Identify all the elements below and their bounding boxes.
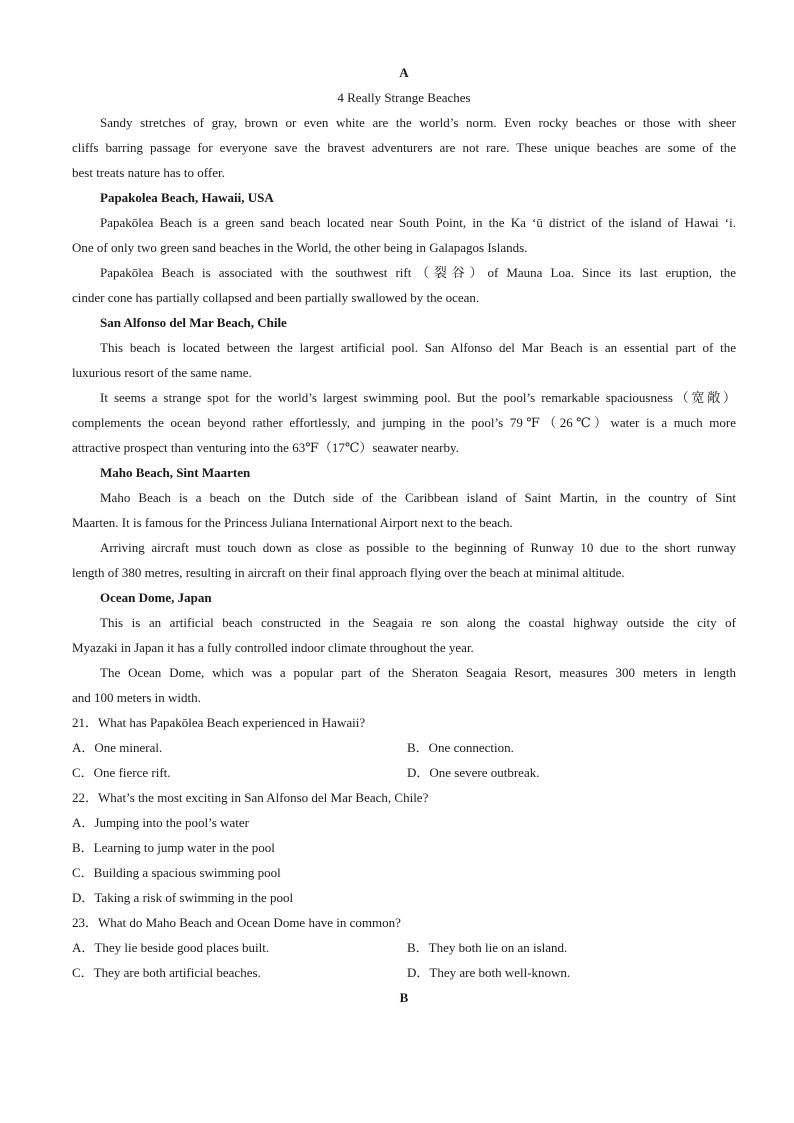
intro-line: Sandy stretches of gray, brown or even white are the world’s norm. Even rocky beaches or those with sheer [100, 115, 736, 130]
option-a[interactable]: A．Jumping into the pool’s water [72, 815, 249, 830]
beach-text-line: Maarten. It is famous for the Princess Juliana International Airport next to the beach. [72, 515, 513, 530]
option-c[interactable]: C．Building a spacious swimming pool [72, 865, 281, 880]
beach-text-line: Arriving aircraft must touch down as close as possible to the beginning of Runway 10 due to the short runway [100, 540, 736, 555]
option-b[interactable]: B．They both lie on an island. [407, 940, 568, 955]
question-stem: 22．What’s the most exciting in San Alfonso del Mar Beach, Chile? [72, 790, 429, 805]
option-d[interactable]: D．They are both well-known. [407, 965, 571, 980]
beach-heading: San Alfonso del Mar Beach, Chile [100, 315, 287, 330]
section-letter-a: A [399, 65, 409, 80]
beach-text-line: This beach is located between the largest artificial pool. San Alfonso del Mar Beach is an essential part of the [100, 340, 736, 355]
beach-text-line: length of 380 metres, resulting in aircraft on their final approach flying over the beach at minimal altitude. [72, 565, 625, 580]
beach-heading: Maho Beach, Sint Maarten [100, 465, 251, 480]
beach-text-line: This is an artificial beach constructed in the Seagaia re son along the coastal highway outside the city of [100, 615, 736, 630]
option-row [72, 960, 736, 985]
option-c[interactable]: C．One fierce rift. [72, 765, 171, 780]
option-b[interactable]: B．Learning to jump water in the pool [72, 840, 275, 855]
beach-heading: Papakolea Beach, Hawaii, USA [100, 190, 274, 205]
intro-line: best treats nature has to offer. [72, 165, 225, 180]
option-d[interactable]: D．Taking a risk of swimming in the pool [72, 890, 294, 905]
question-stem: 23．What do Maho Beach and Ocean Dome have in common? [72, 915, 401, 930]
beach-text-line: One of only two green sand beaches in the World, the other being in Galapagos Islands. [72, 240, 528, 255]
option-row [72, 760, 736, 785]
beach-text-line: Papakōlea Beach is associated with the southwest rift（裂谷）of Mauna Loa. Since its last eruption, the [100, 265, 736, 280]
document-page [72, 60, 736, 1010]
option-b[interactable]: B．One connection. [407, 740, 514, 755]
beach-text-line: complements the ocean beyond rather effortlessly, and jumping in the pool’s 79℉（26℃）water is a much more [72, 415, 736, 430]
option-row [72, 735, 736, 760]
beach-text-line: It seems a strange spot for the world’s largest swimming pool. But the pool’s remarkable spaciousness（宽敞） [100, 390, 736, 405]
passage-title: 4 Really Strange Beaches [337, 90, 471, 105]
beach-text-line: Myazaki in Japan it has a fully controlled indoor climate throughout the year. [72, 640, 474, 655]
beach-text-line: The Ocean Dome, which was a popular part of the Sheraton Seagaia Resort, measures 300 meters in length [100, 665, 736, 680]
beach-text-line: luxurious resort of the same name. [72, 365, 252, 380]
beach-text-line: Maho Beach is a beach on the Dutch side of the Caribbean island of Saint Martin, in the country of Sint [100, 490, 736, 505]
beach-text-line: cinder cone has partially collapsed and been partially swallowed by the ocean. [72, 290, 480, 305]
option-a[interactable]: A．One mineral. [72, 740, 163, 755]
beach-text-line: and 100 meters in width. [72, 690, 201, 705]
option-a[interactable]: A．They lie beside good places built. [72, 940, 270, 955]
option-row [72, 935, 736, 960]
option-d[interactable]: D．One severe outbreak. [407, 765, 540, 780]
section-letter-b: B [399, 990, 409, 1005]
option-c[interactable]: C．They are both artificial beaches. [72, 965, 261, 980]
beach-text-line: Papakōlea Beach is a green sand beach located near South Point, in the Ka ‘ū district of the island of Hawai ‘i. [100, 215, 736, 230]
beach-text-line: attractive prospect than venturing into the 63℉（17℃）seawater nearby. [72, 440, 459, 455]
beach-heading: Ocean Dome, Japan [100, 590, 212, 605]
intro-line: cliffs barring passage for everyone save the bravest adventurers are not rare. These unique beaches are some of the [72, 140, 736, 155]
question-stem: 21．What has Papakōlea Beach experienced in Hawaii? [72, 715, 366, 730]
